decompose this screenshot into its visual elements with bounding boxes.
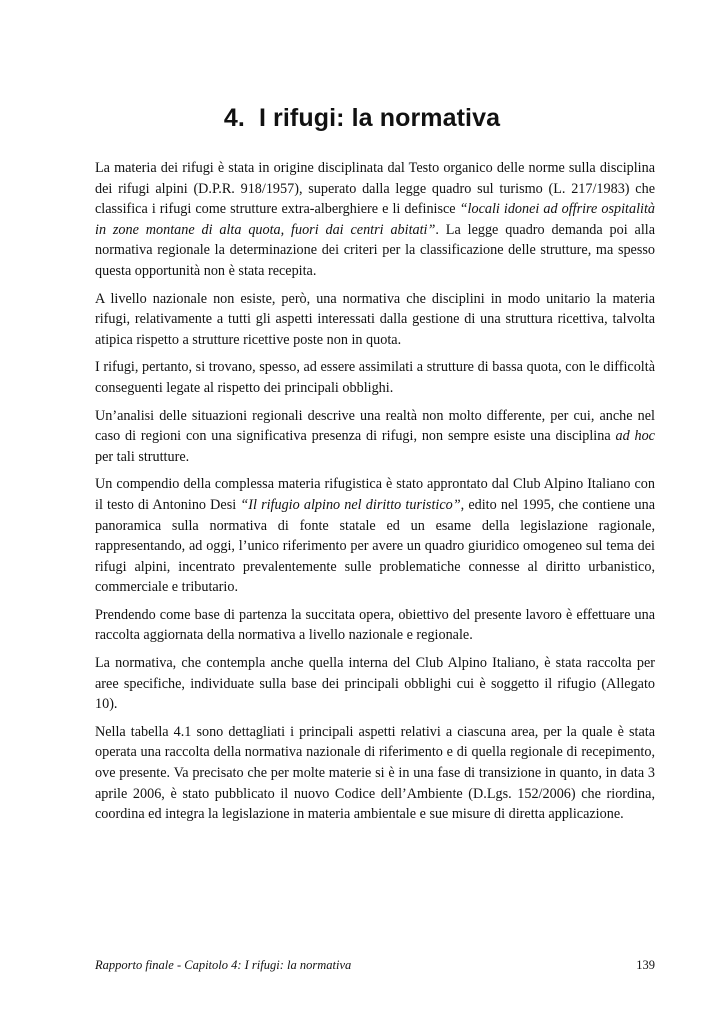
- paragraph-text: I rifugi, pertanto, si trovano, spesso, ad essere assimilati a strutture di bassa quota, con le difficoltà conseguenti legate al rispetto dei principali obblighi.: [95, 359, 655, 396]
- paragraph: [95, 722, 655, 825]
- paragraph-text: , edito nel 1995, che contiene una panoramica sulla normativa di fonte statale ed un esame della legislazione ragionale, rappresentando, ad oggi, l’unico riferimento per avere un quadro giuridico omogeneo sul tema dei rifugi alpini, incentrato prevalentemente sulle problematiche connesse al diritto urbanistico, commerciale e tributario.: [95, 496, 656, 596]
- paragraph: [95, 653, 655, 715]
- paragraph-text: La normativa, che contempla anche quella interna del Club Alpino Italiano, è stata raccolta per aree specifiche, individuate sulla base dei principali obblighi cui è soggetto il rifugio (Allegato 10).: [95, 655, 655, 713]
- page-number: 139: [636, 958, 655, 972]
- paragraph-text: La materia dei rifugi è stata in origine disciplinata dal Testo organico delle norme sulla disciplina dei rifugi alpini (D.P.R. 918/1957), superato dalla legge quadro sul turismo (L. 217/1983) che classifica i rifugi come strutture extra-alberghiere e li definisce: [95, 160, 655, 218]
- paragraph-text: per tali strutture.: [95, 448, 190, 465]
- paragraph-quote: “locali idonei ad offrire ospitalità in zone montane di alta quota, fuori dai centri abitati”: [95, 201, 655, 238]
- page-footer: [95, 957, 655, 973]
- paragraph-quote: “Il rifugio alpino nel diritto turistico”: [240, 496, 461, 513]
- chapter-number: 4.: [223, 104, 245, 132]
- paragraph-text: Nella tabella 4.1 sono dettagliati i principali aspetti relativi a ciascuna area, per la quale è stata operata una raccolta della normativa nazionale di riferimento e di quella regionale di recepimento, ove presente. Va precisato che per molte materie si è in una fase di transizione in quanto, in data 3 aprile 2006, è stato pubblicato il nuovo Codice dell’Ambiente (D.Lgs. 152/2006) che riordina, coordina ed integra la legislazione in materia ambientale e sue misure di diretta applicazione.: [95, 723, 655, 823]
- paragraph: [95, 289, 655, 351]
- chapter-title: I rifugi: la normativa: [258, 104, 501, 132]
- paragraph-text: Un’analisi delle situazioni regionali descrive una realtà non molto differente, per cui, anche nel caso di regioni con una significativa presenza di rifugi, non sempre esiste una disciplina: [95, 407, 655, 445]
- footer-title: Rapporto finale - Capitolo 4: I rifugi: la normativa: [95, 958, 352, 972]
- paragraph: [95, 357, 655, 398]
- paragraph-text: Prendendo come base di partenza la succitata opera, obiettivo del presente lavoro è effettuare una raccolta aggiornata della normativa a livello nazionale e regionale.: [95, 606, 655, 644]
- paragraph-emphasis: ad hoc: [615, 428, 655, 445]
- paragraph: [95, 406, 655, 468]
- paragraph-text: A livello nazionale non esiste, però, una normativa che disciplini in modo unitario la materia rifugi, relativamente a tutti gli aspetti interessati dalla gestione di una struttura ricettiva, talvolta atipica rispetto a strutture ricettive poste non in quota.: [95, 290, 655, 348]
- paragraph: [95, 158, 655, 282]
- paragraph-text: . La legge quadro demanda poi alla normativa regionale la determinazione dei criteri per la classificazione delle strutture, ma spesso questa opportunità non è stata recepita.: [95, 221, 656, 279]
- body-text: [95, 158, 655, 832]
- paragraph: [95, 605, 655, 646]
- paragraph-text: Un compendio della complessa materia rifugistica è stato approntato dal Club Alpino Italiano con il testo di Antonino Desi: [95, 476, 655, 513]
- chapter-heading: [0, 101, 724, 135]
- paragraph: [95, 474, 655, 598]
